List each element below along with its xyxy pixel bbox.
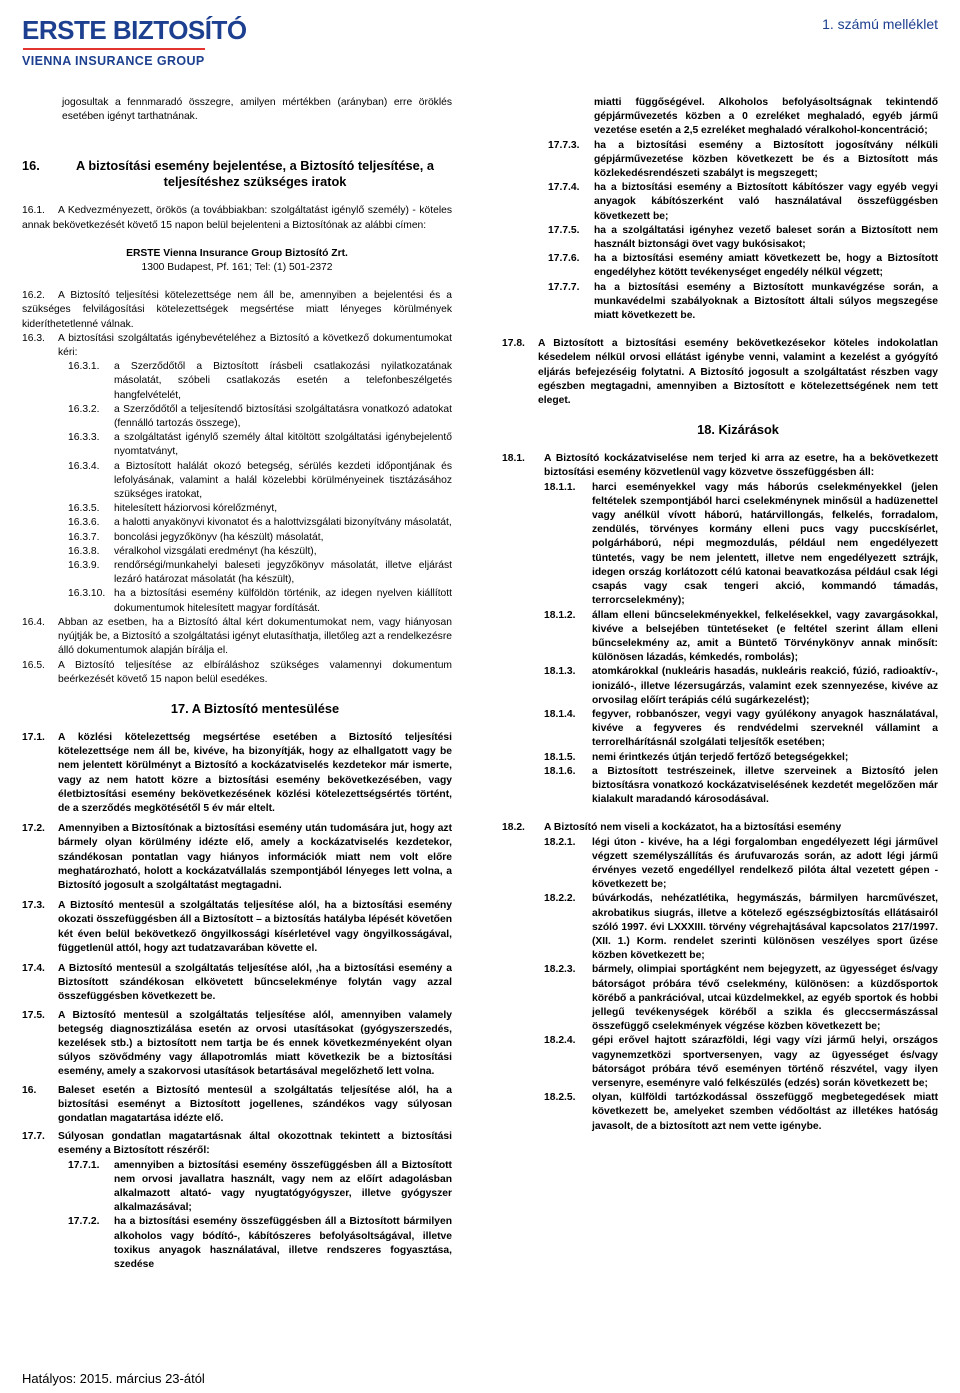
paragraph-text: gépi erővel hajtott szárazföldi, légi vagy vízi jármű helyi, országos vagynemzetközi sportversenyen, vagy az ügyességet és/vagy bátorságot próbára tévő eseményen történő részvétel, vagy ilyen versenyre, eseményre való felkészülés (edzés) során következett be;	[592, 1035, 938, 1089]
paragraph-text: Amennyiben a Biztosítónak a biztosítási esemény után tudomására jut, hogy azt bármely olyan körülmény idézte elő, amely a kockázatviselés kezdetekor, szándékosan pontatlan vagy hiányos információk miatt nem volt előre meghatározható, holott a kockázatvállalás szempontjából lényeges lett volna, a Biztosító jogosult a szolgáltatást megtagadni.	[58, 823, 452, 891]
paragraph-text: ha a biztosítási esemény a Biztosított munkavégzése során, a munkavédelmi szabályoknak a Biztosított általi súlyos megszegése miatt következett be.	[594, 281, 938, 322]
erste-logo	[22, 16, 247, 68]
paragraph-text: miatti függőségével. Alkoholos befolyásoltságnak tekintendő gépjárművezetés közben a 0 ezreléket meghaladó, egyéb jármű vezetése esetén a 2,5 ezreléket meghaladó véralkohol-koncentráció;	[594, 97, 938, 137]
paragraph-number: 17.4.	[22, 962, 45, 974]
paragraph	[22, 822, 452, 893]
paragraph	[22, 1159, 452, 1216]
paragraph	[22, 96, 452, 124]
paragraph-text: Baleset esetén a Biztosító mentesül a szolgáltatás teljesítése alól, ha a biztosítási eseményt a Biztosított jogellenes, szándékos vagy súlyosan gondatlan magatartása idézte elő.	[58, 1084, 452, 1124]
paragraph	[22, 1009, 452, 1080]
paragraph	[22, 403, 452, 431]
paragraph-text: 1300 Budapest, Pf. 161; Tel: (1) 501-2372	[141, 262, 333, 274]
paragraph-text: véralkohol vizsgálati eredményt (ha készült),	[114, 545, 317, 557]
paragraph-text: ha a szolgáltatási igényhez vezető baleset során a Biztosított nem használt biztonsági övet vagy bukósisakot;	[594, 224, 938, 251]
paragraph	[502, 224, 938, 252]
paragraph-number: 18.1.5.	[544, 751, 576, 763]
paragraph	[22, 899, 452, 956]
paragraph-number: 18.1.	[502, 453, 525, 465]
paragraph	[22, 332, 452, 360]
paragraph-number: 16.3.3.	[68, 432, 100, 444]
paragraph-number: 18.1.3.	[544, 666, 576, 678]
paragraph-text: A Biztosított a biztosítási esemény bekövetkezésekor köteles indokolatlan késedelem nélkül orvosi ellátást igénybe venni, valamint a kezelést a gyógyító eljárás befejezéséig folytatni. A Biztosító jogosult a szolgáltatást részben vagy egészben megtagadni, amennyiben a Biztosított e kötelezettségének nem tett eleget.	[538, 338, 938, 407]
paragraph	[502, 139, 938, 182]
paragraph	[22, 502, 452, 516]
paragraph-number: 18.1.4.	[544, 708, 576, 720]
paragraph-number: 16.3.8.	[68, 545, 100, 557]
paragraph-text: A Biztosító mentesül a szolgáltatás teljesítése alól, amennyiben valamely betegség diagnosztizálása esetén az orvosi utasításokat (gyógyszerszedés, kezelések stb.) a biztosított nem tartja be és ennek következményeként olyan súlyos szövődmény vagy állapotromlás miatt következik be a biztosítási esemény, amely a szakorvosi utasítások betartásával megelőzhető lett volna.	[58, 1009, 452, 1078]
paragraph-number: 16.1.	[22, 205, 45, 217]
paragraph-text: harci eseményekkel vagy más háborús cselekményekkel (jelen feltételek szempontjából harci cselekménynek minősül a hadüzenettel vagy anélkül vívott háború, határvillongás, felkelés, forradalom, zendülés, törvényes kormány elleni pucs vagy puccskísérlet, polgárháború, népi megmozdulás, például nem engedélyezett tüntetés, vagy be nem jelentett, illetve nem engedélyezett sztrájk, idegen ország korlátozott célú katonai beavatkozása például csak légi csapás vagy csak tengeri akció, kommandó támadás, terrorcselekmény);	[592, 481, 938, 607]
paragraph	[502, 452, 938, 480]
paragraph-number: 16.3.1.	[68, 361, 100, 373]
paragraph-number: 16.3.2.	[68, 403, 100, 415]
paragraph	[502, 281, 938, 324]
paragraph-number: 16.	[22, 158, 40, 174]
paragraph	[22, 616, 452, 659]
paragraph-number: 17.7.	[22, 1131, 45, 1143]
paragraph-text: A Biztosító teljesítése az elbíráláshoz szükséges valamennyi dokumentum beérkezését követő 15 napon belül esedékes.	[58, 659, 452, 685]
paragraph	[22, 204, 452, 232]
paragraph	[502, 481, 938, 609]
paragraph-text: a szolgáltatást igénylő személy által kitöltött szolgáltatási igénybejelentő nyomtatványt,	[114, 432, 452, 458]
paragraph	[502, 252, 938, 280]
paragraph-text: A Biztosító mentesül a szolgáltatás teljesítése alól, ha a biztosítási esemény okozati összefüggésben áll a Biztosított – a biztosítás hatályba lépését követően két éven belül bekövetkező öngyilkossági kísérletével vagy öngyilkosságával, függetlenül attól, hogy azt tudatzavarában követte el.	[58, 900, 452, 954]
paragraph-number: 17.7.6.	[548, 253, 580, 265]
paragraph	[22, 289, 452, 332]
paragraph-number: 16.3.6.	[68, 517, 100, 529]
paragraph-number: 16.3.	[22, 332, 45, 344]
paragraph-text: fegyver, robbanószer, vegyi vagy gyúlékony anyagok használatával, kivéve a fegyveres és rendvédelmi szerveknél vállamint a terrorelhárításnál szolgálati teljesítők esetében;	[592, 708, 938, 749]
logo-tagline: VIENNA INSURANCE GROUP	[22, 54, 205, 68]
paragraph	[22, 460, 452, 503]
paragraph	[22, 531, 452, 545]
paragraph-number: 18.2.4.	[544, 1035, 576, 1047]
paragraph	[22, 659, 452, 687]
paragraph-text: a Biztosított halálát okozó betegség, sérülés kezdeti időpontjának és lefolyásának, valamint a halál közelebbi körülményeinek tisztázásához szükséges iratokat,	[114, 460, 452, 501]
paragraph-text: rendőrségi/munkahelyi baleseti jegyzőkönyv másolatát, illetve eljárást lezáró határozat másolatát (ha készült),	[114, 560, 452, 586]
paragraph-text: ha a biztosítási esemény a Biztosított kábítószer vagy egyéb vegyi anyagok kábítószerként való használatával összefüggésben következett be;	[594, 182, 938, 222]
paragraph	[502, 765, 938, 808]
paragraph-number: 17.7.2.	[68, 1216, 100, 1228]
paragraph	[502, 821, 938, 835]
annex-label: 1. számú melléklet	[822, 16, 938, 32]
paragraph-text: jogosultak a fennmaradó összegre, amilyen mértékben (arányban) erre öröklés esetében igényt tarthatnának.	[62, 97, 452, 123]
paragraph-text: olyan, külföldi tartózkodással összefüggő megbetegedések miatt következett be, amelyeket szemben védőoltást az illetékes hatóság javasolt, de a biztosított azt nem vette igénybe.	[592, 1092, 938, 1132]
paragraph	[22, 731, 452, 816]
right-column	[502, 96, 938, 1134]
logo-red-rule	[23, 48, 205, 50]
paragraph-text: Abban az esetben, ha a Biztosító által kért dokumentumokat nem, vagy hiányosan nyújtják be, a Biztosító a szolgáltatási igényt elutasíthatja, illetőleg azt a rendelkezésre álló dokumentumok alapján bírálja el.	[58, 616, 452, 657]
paragraph-number: 18.1.2.	[544, 609, 576, 621]
page-header	[0, 0, 960, 80]
paragraph-text: 18. Kizárások	[697, 422, 779, 438]
paragraph-text: A biztosítási esemény bejelentése, a Biztosító teljesítése, a teljesítéshez szükséges iratok	[76, 158, 434, 190]
paragraph-text: A Biztosító mentesül a szolgáltatás teljesítése alól, ,ha a biztosítási esemény a Biztosított szándékosan elkövetett bűncselekménye folytán vagy azzal összefüggésben következett be.	[58, 962, 452, 1003]
paragraph-number: 17.8.	[502, 338, 525, 350]
paragraph	[502, 337, 938, 408]
paragraph-text: A Biztosító kockázatviselése nem terjed ki arra az esetre, ha a bekövetkezett biztosítási esemény közvetlenül vagy közvetve összefüggésben áll:	[544, 453, 938, 479]
paragraph-text: búvárkodás, nehézatlétika, hegymászás, bármilyen harcművészet, akrobatikus siugrás, illetve a kötelező egészségbiztosítás ellátásairól szóló 1997. évi LXXXIII. törvény végrehajtásával kapcsolatos 217/1997. (XII. 1.) Korm. rendelet szerinti különösen veszélyes sport űzése közben következett be;	[592, 893, 938, 962]
paragraph	[502, 96, 938, 139]
paragraph-number: 17.2.	[22, 823, 45, 835]
paragraph-text: boncolási jegyzőkönyv (ha készült) másolatát,	[114, 531, 324, 543]
paragraph-number: 18.2.1.	[544, 836, 576, 848]
paragraph	[502, 708, 938, 751]
paragraph-number: 16.5.	[22, 659, 45, 671]
paragraph-number: 16.3.7.	[68, 531, 100, 543]
paragraph	[502, 665, 938, 708]
paragraph	[502, 1091, 938, 1134]
paragraph-number: 16.4.	[22, 616, 45, 628]
paragraph-text: állam elleni bűncselekményekkel, felkelésekkel, vagy zavargásokkal, kivéve a belsejében tüntetéseket (e feltétel szerint állam elleni bűncselekmény az, amit a Büntető Törvénykönyv annak minősít: különösen lázadás, kémkedés, rombolás);	[592, 609, 938, 664]
paragraph-number: 18.2.2.	[544, 893, 576, 905]
paragraph-number: 16.2.	[22, 290, 45, 302]
paragraph-text: A közlési kötelezettség megsértése esetében a Biztosító teljesítési kötelezettsége nem áll be, kivéve, ha bizonyítják, hogy az elhallgatott vagy be nem jelentett körülményt a Biztosító a kockázatviselés kezdetekor már ismerte, vagy az nem hatott közre a biztosítási esemény bekövetkezésében, vagy életbiztosítási esemény bekövetkezésének közlési kötelezettségsértés történt, de a szerződés megkötésétől 5 év már eltelt.	[58, 731, 452, 814]
paragraph-number: 17.7.1.	[68, 1159, 100, 1171]
paragraph-number: 16.	[22, 1084, 37, 1096]
paragraph-text: bármely, olimpiai sportágként nem bejegyzett, az ügyességet és/vagy bátorságot próbára tévő cselekmény, különösen: a küzdősportok körébő a pankrációval, utcai küzdelmekkel, az egyéb sportok és hobbi jellegű tevékenységek köréből a szikla és gleccsermászással összefüggő cselekmények végzése közben következett be;	[592, 964, 938, 1033]
paragraph-text: 17. A Biztosító mentesülése	[170, 700, 340, 716]
paragraph-text: a Szerződőtől a teljesítendő biztosítási szolgáltatásra vonatkozó adatokat (fennálló tartozás összege),	[114, 403, 452, 430]
paragraph-number: 17.3.	[22, 900, 45, 912]
paragraph-number: 18.2.5.	[544, 1092, 576, 1104]
paragraph-text: A biztosítási szolgáltatás igénybevételéhez a Biztosító a következő dokumentumokat kéri:	[58, 332, 452, 359]
validity-footer: Hatályos: 2015. március 23-ától	[22, 1371, 205, 1386]
paragraph-number: 18.1.6.	[544, 765, 576, 777]
paragraph-number: 16.3.4.	[68, 460, 100, 472]
paragraph-text: hitelesített háziorvosi kórelőzményt,	[114, 503, 278, 515]
paragraph-text: ha a biztosítási esemény összefüggésben áll a Biztosított bármilyen alkoholos vagy bódító-, kábítószeres befolyásoltságával, illetve toxikus anyagok használatával, illetve rendszeres fogyasztása, szedése	[114, 1216, 452, 1271]
paragraph-text: a Biztosított testrészeinek, illetve szerveinek a Biztosító jelen biztosításra vonatkozó kockázatviselésének kezdetét megelőzően már kialakult maradandó károsodásával.	[592, 765, 938, 806]
paragraph	[22, 247, 452, 261]
paragraph-text: ha a biztosítási esemény a Biztosított jogosítvány nélküli gépjárművezetése közben következett be és a Biztosított más közlekedésrendészeti szabályt is megszegett;	[594, 139, 938, 180]
paragraph	[502, 181, 938, 224]
paragraph-number: 16.3.9.	[68, 560, 100, 572]
logo-wordmark: ERSTE BIZTOSÍTÓ	[22, 15, 247, 45]
paragraph-number: 17.7.5.	[548, 224, 580, 236]
paragraph-text: amennyiben a biztosítási esemény összefüggésben áll a Biztosított nem orvosi javallatra használt, vagy nem az előírt adagolásban alkalmazott altató- vagy nyugtatógyógyszer, illetve gyógyszer alkalmazásával;	[114, 1159, 452, 1214]
section-heading	[22, 158, 452, 190]
paragraph	[22, 962, 452, 1005]
paragraph-text: nemi érintkezés útján terjedő fertőző betegségekkel;	[592, 751, 849, 763]
paragraph-number: 18.1.1.	[544, 481, 576, 493]
section-heading	[22, 701, 452, 717]
paragraph-number: 17.7.7.	[548, 281, 580, 293]
paragraph	[22, 587, 452, 615]
paragraph	[22, 360, 452, 403]
paragraph	[22, 1215, 452, 1272]
paragraph-number: 16.3.5.	[68, 503, 100, 515]
paragraph-number: 18.2.	[502, 822, 525, 834]
paragraph	[22, 559, 452, 587]
paragraph	[502, 836, 938, 893]
paragraph-number: 17.7.4.	[548, 182, 580, 194]
paragraph-text: A Biztosító nem viseli a kockázatot, ha a biztosítási esemény	[544, 822, 842, 834]
paragraph	[22, 431, 452, 459]
paragraph-text: ha a biztosítási esemény külföldön történik, az idegen nyelven kiállított dokumentumok hitelesített magyar fordítását.	[114, 588, 452, 614]
section-heading	[502, 422, 938, 438]
left-column	[22, 96, 452, 1272]
paragraph	[502, 751, 938, 765]
paragraph-number: 17.5.	[22, 1009, 45, 1021]
paragraph-text: ha a biztosítási esemény amiatt következett be, hogy a Biztosított engedélyhez kötött tevékenységet engedély nélkül végzett;	[594, 253, 938, 279]
paragraph-number: 16.3.10.	[68, 588, 106, 600]
paragraph-text: atomkárokkal (nukleáris hasadás, nukleáris reakció, fúzió, radioaktív-, ionizáló-, illetve lézersugárzás, valamint ezek szennyezése, kivéve az orvosilag előírt terápiás célú sugárkezelést);	[592, 666, 938, 706]
paragraph-text: A Kedvezményezett, örökös (a továbbiakban: szolgáltatást igénylő személy) - köteles annak bekövetkezését követő 15 napon belül bejelenteni a Biztosítónak az alábbi címen:	[22, 205, 452, 231]
paragraph	[22, 1130, 452, 1158]
paragraph	[502, 1034, 938, 1091]
paragraph-text: Súlyosan gondatlan magatartásnak által okozottnak tekintett a biztosítási esemény a Biztosított részéről:	[58, 1131, 452, 1157]
paragraph-text: légi úton - kivéve, ha a légi forgalomban engedélyezett légi járművel végzett személyszállítás és árufuvarozás során, az adott légi jármű érvényes vezető engedéllyel rendelkező pilóta által vezetett gépen - következett be;	[592, 836, 938, 891]
paragraph-text: a halotti anyakönyvi kivonatot és a halottvizsgálati bizonyítvány másolatát,	[114, 517, 452, 529]
paragraph	[502, 609, 938, 666]
paragraph	[22, 1084, 452, 1127]
paragraph	[502, 892, 938, 963]
paragraph-text: a Szerződőtől a Biztosított írásbeli csatlakozási nyilatkozatának másolatát, szóbeli csatlakozás esetén a telefonbeszélgetés hangfelvételét,	[114, 361, 452, 401]
paragraph	[502, 963, 938, 1034]
paragraph-number: 17.1.	[22, 731, 45, 743]
paragraph	[22, 545, 452, 559]
paragraph-number: 17.7.3.	[548, 139, 580, 151]
paragraph-text: A Biztosító teljesítési kötelezettsége nem áll be, amennyiben a bejelentési és a szükséges felvilágosítási kötelezettségek megsértése miatt lényeges körülmények kideríthetetlenné válnak.	[22, 290, 452, 330]
paragraph-number: 18.2.3.	[544, 964, 576, 976]
paragraph	[22, 261, 452, 275]
paragraph	[22, 516, 452, 530]
paragraph-text: ERSTE Vienna Insurance Group Biztosító Zrt.	[126, 247, 348, 259]
